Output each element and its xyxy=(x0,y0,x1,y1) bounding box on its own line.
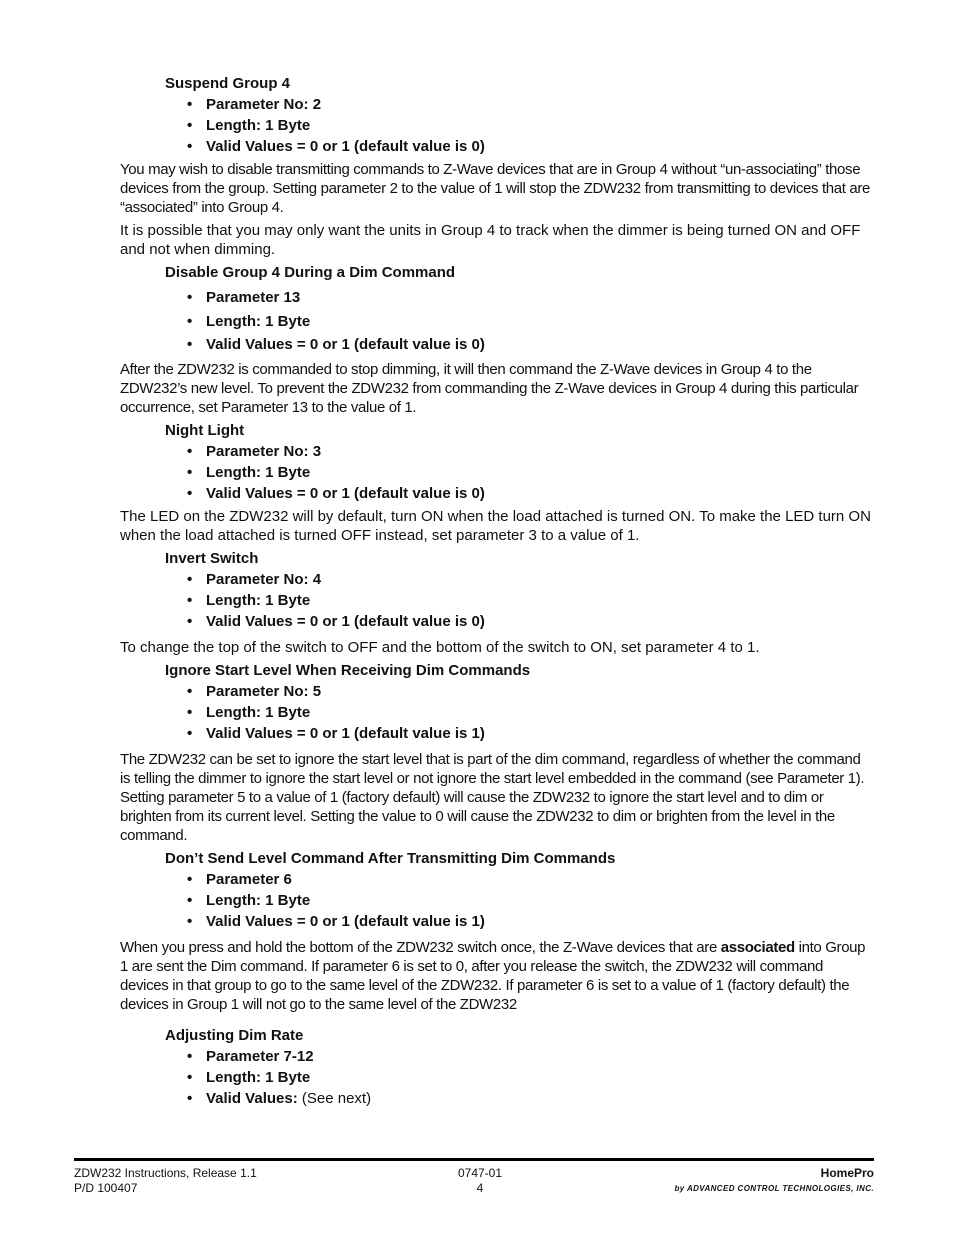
body-paragraph: You may wish to disable transmitting commands to Z-Wave devices that are in Group 4 without “un-associating” those devices from the group. Setting parameter 2 to the value of 1 will stop the ZDW232 from transmitting to devices that are “associated” into Group 4. xyxy=(120,161,871,216)
footer-center xyxy=(440,1166,520,1196)
section-heading-dont-send-level: Don’t Send Level Command After Transmitting Dim Commands xyxy=(165,849,616,867)
list-item: • Parameter 6 xyxy=(187,869,872,890)
footer-right xyxy=(674,1166,874,1196)
list-item: • Valid Values = 0 or 1 (default value is 1) xyxy=(187,911,872,932)
brand-name: HomePro xyxy=(820,1166,874,1180)
parameter-list-ignore-start xyxy=(120,681,872,744)
footer-part-number: P/D 100407 xyxy=(74,1181,138,1195)
page-content xyxy=(120,74,872,1109)
brand-byline: by ADVANCED CONTROL TECHNOLOGIES, INC. xyxy=(674,1184,874,1193)
footer-doc-code: 0747-01 xyxy=(457,1166,503,1180)
parameter-list-dim-rate xyxy=(120,1046,872,1109)
valid-values-label: Valid Values: xyxy=(206,1089,298,1107)
section-heading-disable-group-4-dim: Disable Group 4 During a Dim Command xyxy=(165,264,456,281)
section-heading-invert-switch: Invert Switch xyxy=(165,549,259,567)
parameter-list-night-light xyxy=(120,441,872,504)
parameter-list-suspend xyxy=(120,94,872,157)
list-item: • Length: 1 Byte xyxy=(187,462,872,483)
page-number: 4 xyxy=(476,1181,484,1195)
list-item: • Length: 1 Byte xyxy=(187,702,872,723)
list-item xyxy=(187,1088,872,1109)
parameter-list-invert xyxy=(120,569,872,632)
list-item: • Parameter No: 2 xyxy=(187,94,872,115)
footer-left xyxy=(74,1166,257,1196)
body-paragraph: To change the top of the switch to OFF and the bottom of the switch to ON, set parameter 4 to 1. xyxy=(120,638,760,656)
section-heading-adjusting-dim-rate: Adjusting Dim Rate xyxy=(165,1026,304,1044)
list-item: • Length: 1 Byte xyxy=(187,310,872,334)
body-paragraph xyxy=(120,938,872,1014)
section-heading-suspend-group-4: Suspend Group 4 xyxy=(165,75,291,92)
body-paragraph: The ZDW232 can be set to ignore the start level that is part of the dim command, regardless of whether the command is telling the dimmer to ignore the start level or not ignore the start level embedded in the command (see Parameter 1). Setting parameter 5 to a value of 1 (factory default) will cause the ZDW232 to ignore the start level and to dim or brighten from its current level. Setting the value to 0 will cause the ZDW232 to dim or brighten from the level in the command. xyxy=(120,750,865,844)
list-item: • Valid Values = 0 or 1 (default value is 0) xyxy=(187,611,872,632)
parameter-list-dont-send xyxy=(120,869,872,932)
list-item: • Valid Values = 0 or 1 (default value is 0) xyxy=(187,136,872,157)
list-item: • Valid Values = 0 or 1 (default value is 0) xyxy=(187,333,872,357)
list-item: • Length: 1 Byte xyxy=(187,1067,872,1088)
list-item: • Valid Values = 0 or 1 (default value is 1) xyxy=(187,723,872,744)
body-paragraph: It is possible that you may only want the units in Group 4 to track when the dimmer is being turned ON and OFF and not when dimming. xyxy=(120,222,861,258)
paragraph-text: into Group 1 are sent the Dim command. If parameter 6 is set to 0, after you release the switch, the ZDW232 will command devices in that group to go to the same level of the ZDW232. If parameter 6 is set to a value of 1 (factory default) the devices in Group 1 will not go to the same level of the ZDW232 xyxy=(120,938,866,1013)
section-heading-night-light: Night Light xyxy=(165,421,245,439)
list-item: • Parameter No: 3 xyxy=(187,441,872,462)
list-item: • Parameter 13 xyxy=(187,286,872,310)
list-item: • Valid Values = 0 or 1 (default value is 0) xyxy=(187,483,872,504)
list-item: • Parameter 7-12 xyxy=(187,1046,872,1067)
body-paragraph: The LED on the ZDW232 will by default, turn ON when the load attached is turned ON. To make the LED turn ON when the load attached is turned OFF instead, set parameter 3 to a value of 1. xyxy=(120,507,871,544)
list-item: • Length: 1 Byte xyxy=(187,590,872,611)
parameter-list-disable-dim xyxy=(120,286,872,357)
footer-rule xyxy=(74,1158,874,1161)
section-heading-ignore-start-level: Ignore Start Level When Receiving Dim Commands xyxy=(165,661,531,679)
emphasis-associated: associated xyxy=(720,938,795,956)
list-item: • Parameter No: 4 xyxy=(187,569,872,590)
body-paragraph: After the ZDW232 is commanded to stop dimming, it will then command the Z-Wave devices in Group 4 to the ZDW232’s new level. To prevent the ZDW232 from commanding the Z-Wave devices in Group 4 during this particular occurrence, set Parameter 13 to the value of 1. xyxy=(120,360,859,416)
paragraph-text: When you press and hold the bottom of the ZDW232 switch once, the Z-Wave devices that are xyxy=(120,938,721,956)
valid-values-note: (See next) xyxy=(297,1089,372,1107)
list-item: • Length: 1 Byte xyxy=(187,115,872,136)
list-item: • Length: 1 Byte xyxy=(187,890,872,911)
list-item: • Parameter No: 5 xyxy=(187,681,872,702)
footer-document-title: ZDW232 Instructions, Release 1.1 xyxy=(74,1166,257,1180)
